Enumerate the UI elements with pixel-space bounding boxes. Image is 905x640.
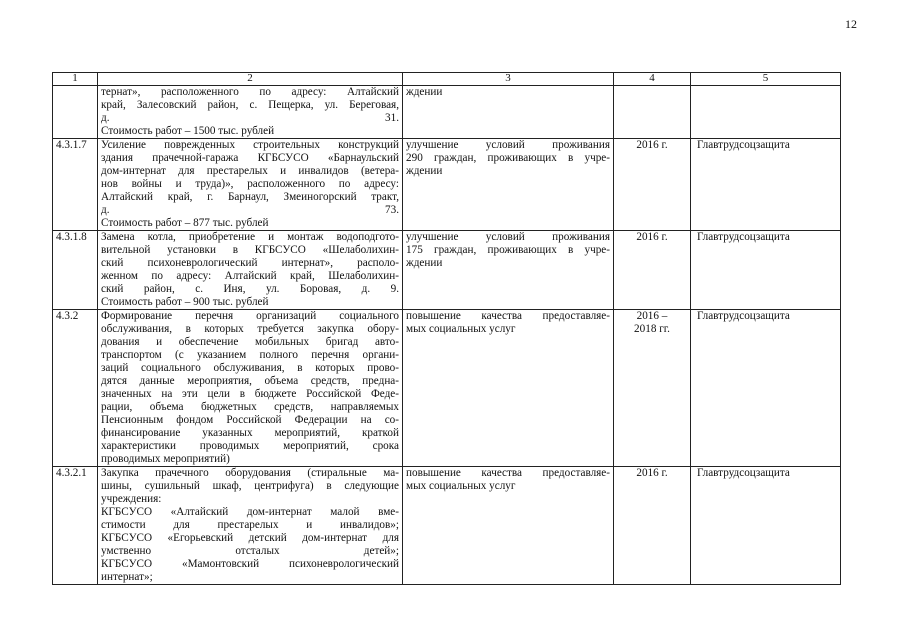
item-number: 4.3.1.8	[53, 231, 98, 310]
measure-description-line: Стоимость работ – 900 тыс. рублей	[101, 296, 269, 308]
page-number: 12	[845, 17, 857, 31]
item-number: 4.3.2.1	[53, 467, 98, 585]
expected-result-line: ждении	[406, 86, 443, 98]
expected-result	[403, 310, 614, 467]
column-header-5: 5	[691, 73, 841, 86]
implementation-period	[614, 231, 691, 310]
measure-description-line: тернат», расположенного по адресу: Алтайский	[101, 86, 399, 98]
measures-table	[52, 72, 841, 585]
measure-description-line: Усиление поврежденных строительных конструкций	[101, 139, 399, 151]
measure-description-line: КГБСУСО «Мамонтовский психоневрологический	[101, 558, 399, 570]
measure-description-line: умственно отсталых детей»;	[101, 545, 399, 557]
responsible-executor: Главтрудсоцзащита	[691, 310, 841, 467]
measure-description-line: женном по адресу: Алтайский край, Шелаболихин-	[101, 270, 399, 282]
responsible-executor	[691, 86, 841, 139]
measure-description-line: ский район, с. Иня, ул. Боровая, д. 9.	[101, 283, 399, 295]
measure-description-line: КГБСУСО «Алтайский дом-интернат малой вме-	[101, 506, 399, 518]
measure-description-line: Формирование перечня организаций социального	[101, 310, 399, 322]
table-row	[53, 467, 841, 585]
measure-description-line: заций социального обслуживания, в которых прово-	[101, 362, 399, 374]
expected-result-line: улучшение условий проживания	[406, 139, 610, 151]
column-header-2: 2	[98, 73, 403, 86]
expected-result-line: мых социальных услуг	[406, 323, 516, 335]
item-number: 4.3.2	[53, 310, 98, 467]
table-row	[53, 310, 841, 467]
expected-result-line: улучшение условий проживания	[406, 231, 610, 243]
table-row	[53, 231, 841, 310]
measure-description-line: характеристики проводимых мероприятий, срока	[101, 440, 399, 452]
responsible-executor: Главтрудсоцзащита	[691, 231, 841, 310]
implementation-period	[614, 467, 691, 585]
expected-result	[403, 86, 614, 139]
measure-description-line: Алтайский край, г. Барнаул, Змеиногорский тракт,	[101, 191, 399, 203]
measure-description-line: Стоимость работ – 1500 тыс. рублей	[101, 125, 275, 137]
expected-result-line: повышение качества предоставляе-	[406, 467, 610, 479]
table-row	[53, 86, 841, 139]
measure-description-line: д. 31.	[101, 112, 399, 124]
measure-description-line: край, Залесовский район, с. Пещерка, ул. Береговая,	[101, 99, 399, 111]
measure-description-line: интернат»;	[101, 571, 153, 583]
measure-description-line: значенных на эти цели в бюджете Российской Феде-	[101, 388, 399, 400]
period-line: 2016 г.	[636, 139, 668, 151]
measure-description-line: обслуживания, в которых требуется закупка обору-	[101, 323, 399, 335]
measure-description-line: финансирование указанных мероприятий, краткой	[101, 427, 399, 439]
measure-description-line: Стоимость работ – 877 тыс. рублей	[101, 217, 269, 229]
measure-description-line: проводимых мероприятий)	[101, 453, 230, 465]
header-row	[53, 73, 841, 86]
period-line: 2016 –	[636, 310, 668, 322]
measure-description-line: вительной установки в КГБСУСО «Шелаболихин-	[101, 244, 399, 256]
measure-description-line: д. 73.	[101, 204, 399, 216]
measure-description-line: рации, объема бюджетных средств, направляемых	[101, 401, 399, 413]
measure-description-line: дом-интернат для престарелых и инвалидов (ветера-	[101, 165, 399, 177]
column-header-4: 4	[614, 73, 691, 86]
item-number	[53, 86, 98, 139]
expected-result-line: ждении	[406, 257, 443, 269]
measure-description-line: здания прачечной-гаража КГБСУСО «Барнаульский	[101, 152, 399, 164]
expected-result-line: 175 граждан, проживающих в учре-	[406, 244, 610, 256]
measure-description-line: Закупка прачечного оборудования (стиральные ма-	[101, 467, 399, 479]
measure-description-line: Замена котла, приобретение и монтаж водоподгото-	[101, 231, 399, 243]
measure-description	[98, 86, 403, 139]
responsible-executor: Главтрудсоцзащита	[691, 467, 841, 585]
responsible-executor: Главтрудсоцзащита	[691, 139, 841, 231]
table-body	[53, 86, 841, 585]
measure-description-line: ский психоневрологический интернат», располо-	[101, 257, 399, 269]
measure-description	[98, 231, 403, 310]
expected-result	[403, 467, 614, 585]
measure-description	[98, 467, 403, 585]
measure-description-line: КГБСУСО «Егорьевский детский дом-интернат для	[101, 532, 399, 544]
measure-description-line: дятся данные мероприятия, объема средств, предна-	[101, 375, 399, 387]
measure-description	[98, 310, 403, 467]
period-line: 2016 г.	[636, 231, 668, 243]
measure-description-line: нов войны и труда)», расположенного по адресу:	[101, 178, 399, 190]
measure-description-line: транспортом (с указанием полного перечня органи-	[101, 349, 399, 361]
expected-result-line: мых социальных услуг	[406, 480, 516, 492]
expected-result	[403, 231, 614, 310]
period-line: 2016 г.	[636, 467, 668, 479]
measure-description-line: стимости для престарелых и инвалидов»;	[101, 519, 399, 531]
expected-result-line: ждении	[406, 165, 443, 177]
measure-description-line: шины, сушильный шкаф, центрифуга) в следующие	[101, 480, 399, 492]
measure-description-line: Пенсионным фондом Российской Федерации на со-	[101, 414, 399, 426]
implementation-period	[614, 310, 691, 467]
period-line: 2018 гг.	[634, 323, 670, 335]
expected-result-line: 290 граждан, проживающих в учре-	[406, 152, 610, 164]
implementation-period	[614, 86, 691, 139]
measure-description-line: учреждения:	[101, 493, 162, 505]
measure-description	[98, 139, 403, 231]
column-header-3: 3	[403, 73, 614, 86]
item-number: 4.3.1.7	[53, 139, 98, 231]
column-header-1: 1	[53, 73, 98, 86]
measure-description-line: дования и обеспечение мобильных бригад авто-	[101, 336, 399, 348]
expected-result-line: повышение качества предоставляе-	[406, 310, 610, 322]
expected-result	[403, 139, 614, 231]
table-row	[53, 139, 841, 231]
implementation-period	[614, 139, 691, 231]
